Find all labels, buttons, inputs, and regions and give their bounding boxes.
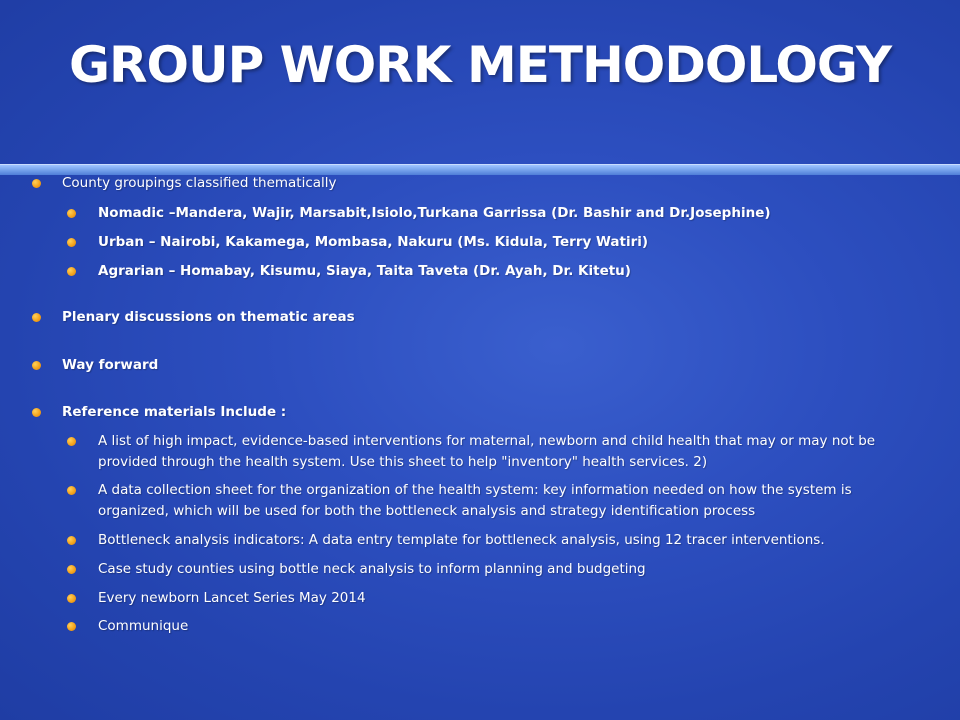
sub-bullet-item (98, 530, 924, 551)
bullet-icon (32, 361, 41, 370)
sub-bullet-item (98, 588, 924, 609)
bullet-icon (67, 209, 76, 218)
bullet-icon (67, 267, 76, 276)
bullet-icon (67, 565, 76, 574)
bullet-icon (32, 313, 41, 322)
sub-bullet-item (98, 203, 924, 224)
bullet-text: Plenary discussions on thematic areas (62, 309, 355, 325)
sub-bullet-item (98, 559, 924, 580)
bullet-icon (67, 536, 76, 545)
bullet-text: County groupings classified thematically (62, 175, 337, 191)
bullet-text: A data collection sheet for the organization of the health system: key information needed on how the system is organized, which will be used for both the bottleneck analysis and strategy identification process (98, 482, 852, 519)
bullet-text: Urban – Nairobi, Kakamega, Mombasa, Nakuru (Ms. Kidula, Terry Watiri) (98, 234, 649, 250)
sub-bullet-item (98, 431, 924, 473)
bullet-text: Bottleneck analysis indicators: A data entry template for bottleneck analysis, using 12 tracer interventions. (98, 532, 825, 548)
bullet-text: Nomadic –Mandera, Wajir, Marsabit,Isiolo,Turkana Garrissa (Dr. Bashir and Dr.Josephine) (98, 205, 771, 221)
bullet-text: Communique (98, 618, 189, 634)
bullet-text: Case study counties using bottle neck analysis to inform planning and budgeting (98, 561, 646, 577)
bullet-text: Way forward (62, 357, 159, 373)
bullet-text: A list of high impact, evidence-based interventions for maternal, newborn and child health that may or may not be provided through the health system. Use this sheet to help "inventory" health services. 2) (98, 433, 876, 470)
sub-bullet-item (98, 480, 924, 522)
bullet-icon (67, 437, 76, 446)
bullet-text: Reference materials Include : (62, 404, 287, 420)
bullet-item (62, 307, 942, 328)
slide-title: GROUP WORK METHODOLOGY (68, 36, 892, 94)
bullet-icon (32, 408, 41, 417)
bullet-icon (67, 238, 76, 247)
sub-bullet-item (98, 261, 924, 282)
bullet-item (62, 402, 942, 423)
bullet-icon (32, 179, 41, 188)
sub-bullet-item (98, 232, 924, 253)
bullet-icon (67, 486, 76, 495)
bullet-item (62, 355, 942, 376)
bullet-text: Every newborn Lancet Series May 2014 (98, 590, 366, 606)
bullet-icon (67, 594, 76, 603)
bullet-item (62, 173, 942, 194)
sub-bullet-item (98, 616, 924, 637)
bullet-icon (67, 622, 76, 631)
bullet-text: Agrarian – Homabay, Kisumu, Siaya, Taita Taveta (Dr. Ayah, Dr. Kitetu) (98, 263, 631, 279)
